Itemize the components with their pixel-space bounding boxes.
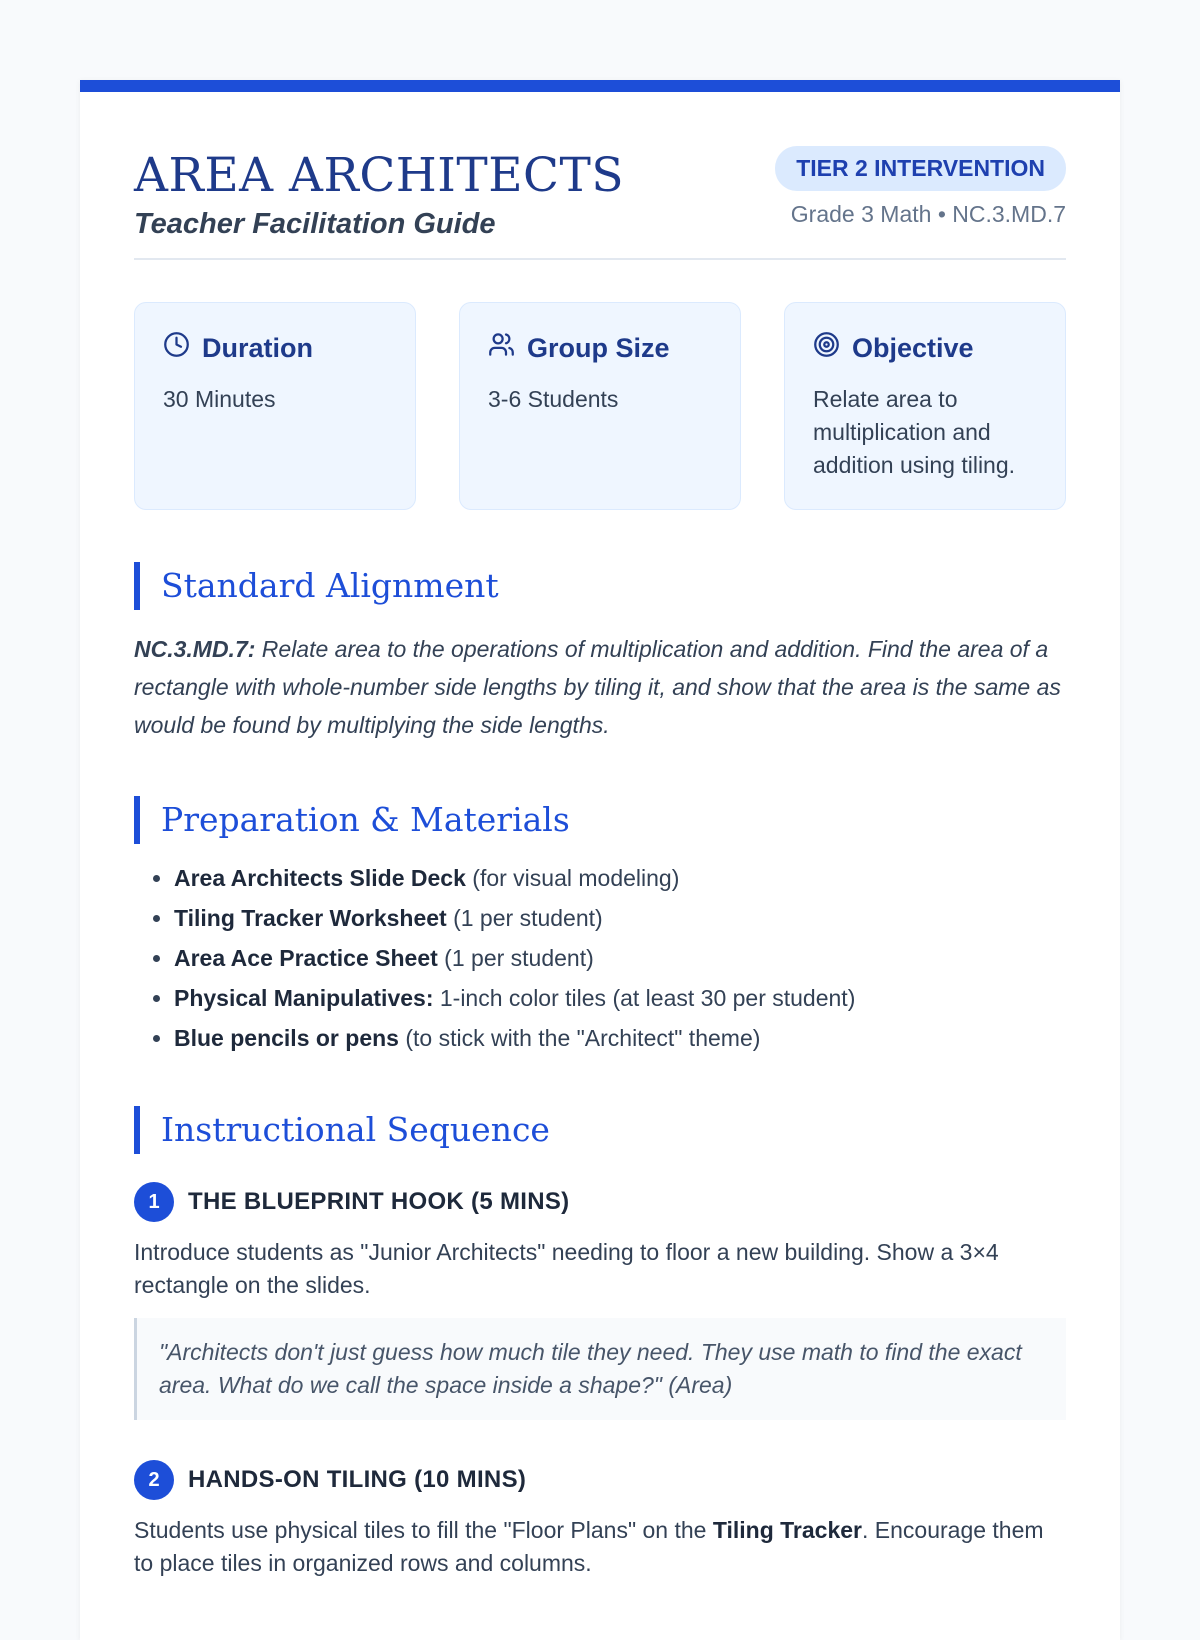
step-number-badge: 1 — [134, 1182, 174, 1222]
step-description: Introduce students as "Junior Architects" needing to floor a new building. Show a 3×4 rectangle on the slides. — [134, 1239, 999, 1298]
target-icon — [813, 331, 840, 365]
step-1 — [134, 1182, 1066, 1420]
step-title: THE BLUEPRINT HOOK (5 MINS) — [188, 1188, 570, 1215]
list-item: • Blue pencils or pens (to stick with the "Architect" theme) — [174, 1018, 1066, 1058]
grade-standard-line: Grade 3 Math • NC.3.MD.7 — [790, 201, 1066, 227]
step-2 — [134, 1460, 1066, 1580]
standard-alignment-heading: Standard Alignment — [134, 562, 1066, 610]
info-cards — [134, 302, 1066, 510]
page-title: AREA ARCHITECTS — [134, 148, 625, 203]
list-item: • Tiling Tracker Worksheet (1 per student) — [174, 898, 1066, 938]
group-size-card-value: 3-6 Students — [488, 386, 619, 412]
objective-card-title: Objective — [852, 332, 974, 363]
standard-text — [134, 630, 1066, 744]
list-item: • Area Ace Practice Sheet (1 per student) — [174, 938, 1066, 978]
duration-card-title: Duration — [202, 332, 313, 363]
guide-header — [134, 150, 1066, 260]
objective-card — [784, 302, 1066, 510]
list-item: • Area Architects Slide Deck (for visual modeling) — [174, 858, 1066, 898]
step-title: HANDS-ON TILING (10 MINS) — [188, 1466, 527, 1493]
objective-card-value: Relate area to multiplication and addition using tiling. — [813, 386, 1016, 478]
tier-badge: TIER 2 INTERVENTION — [775, 146, 1066, 191]
header-meta — [775, 146, 1066, 228]
materials-heading: Preparation & Materials — [134, 796, 1066, 844]
users-icon — [488, 331, 515, 365]
step-number-badge: 2 — [134, 1460, 174, 1500]
step-description: Students use physical tiles to fill the "Floor Plans" on the Tiling Tracker. Encourage them to place tiles in organized rows and columns. — [134, 1517, 1044, 1576]
guide-page — [80, 80, 1120, 1640]
group-size-card — [459, 302, 741, 510]
standard-code: NC.3.MD.7: — [134, 636, 256, 662]
page-subtitle: Teacher Facilitation Guide — [134, 207, 496, 240]
instructional-sequence-heading: Instructional Sequence — [134, 1106, 1066, 1154]
teacher-script-quote: "Architects don't just guess how much tile they need. They use math to find the exact area. What do we call the space inside a shape?" (Area) — [134, 1318, 1066, 1420]
materials-list — [134, 858, 1066, 1058]
duration-card-value: 30 Minutes — [163, 386, 276, 412]
group-size-card-title: Group Size — [527, 332, 670, 363]
standard-description: Relate area to the operations of multiplication and addition. Find the area of a rectangle with whole-number side lengths by tiling it, and show that the area is the same as would be found by multiplying the side lengths. — [134, 636, 1061, 738]
list-item: • Physical Manipulatives: 1-inch color tiles (at least 30 per student) — [174, 978, 1066, 1018]
clock-icon — [163, 331, 190, 365]
duration-card — [134, 302, 416, 510]
